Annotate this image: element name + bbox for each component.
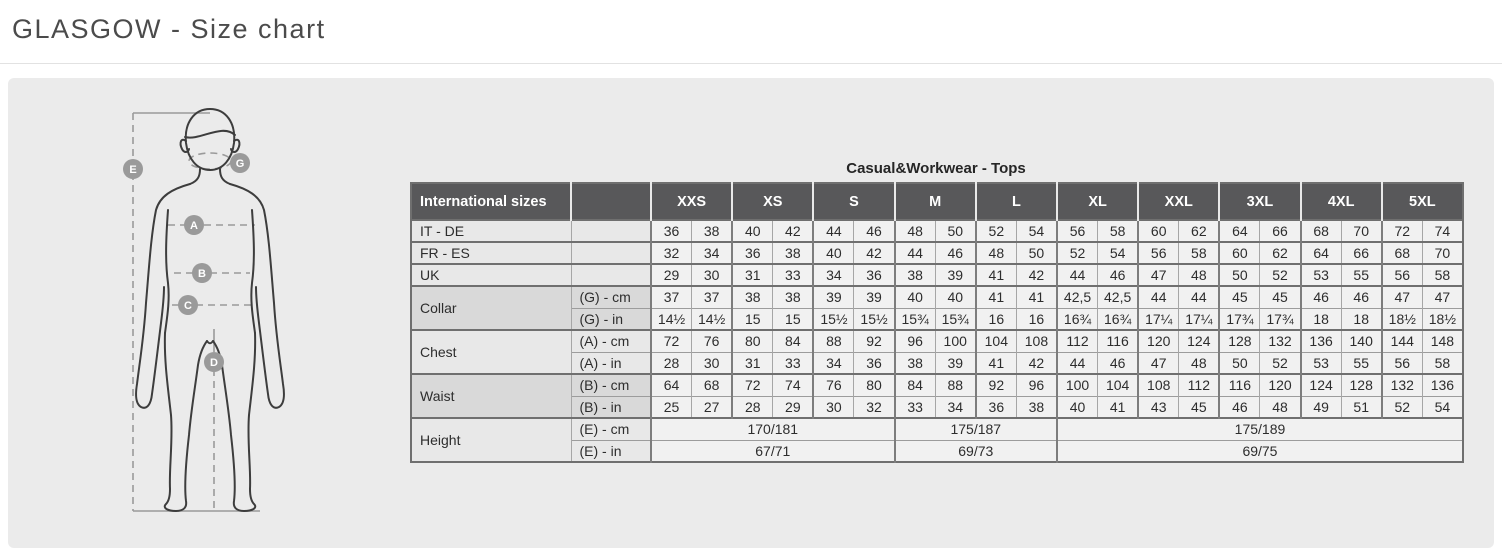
size-cell: 42 <box>1016 264 1057 286</box>
size-cell: 108 <box>1138 374 1179 396</box>
size-cell: 30 <box>692 264 733 286</box>
unit-label <box>571 264 651 286</box>
row-label: Chest <box>411 330 571 374</box>
size-cell: 34 <box>692 242 733 264</box>
size-cell: 46 <box>1301 286 1342 308</box>
size-cell: 41 <box>1098 396 1139 418</box>
size-cell: 38 <box>773 242 814 264</box>
torso-left <box>165 210 169 333</box>
size-cell: 40 <box>895 286 936 308</box>
size-cell: 53 <box>1301 352 1342 374</box>
size-cell: 42,5 <box>1098 286 1139 308</box>
size-cell: 29 <box>651 264 692 286</box>
size-cell: 39 <box>935 352 976 374</box>
unit-label: (E) - in <box>571 440 651 462</box>
size-cell: 104 <box>1098 374 1139 396</box>
size-cell: 38 <box>773 286 814 308</box>
size-cell: 92 <box>854 330 895 352</box>
size-cell: 36 <box>732 242 773 264</box>
size-cell: 69/75 <box>1057 440 1463 462</box>
size-cell: 70 <box>1341 220 1382 242</box>
size-cell: 32 <box>651 242 692 264</box>
unit-label: (B) - in <box>571 396 651 418</box>
size-cell: 54 <box>1016 220 1057 242</box>
unit-label <box>571 220 651 242</box>
size-cell: 69/73 <box>895 440 1057 462</box>
size-cell: 50 <box>1016 242 1057 264</box>
row-label: Collar <box>411 286 571 330</box>
size-cell: 15¾ <box>935 308 976 330</box>
marker-a-label: A <box>190 220 198 232</box>
size-cell: 56 <box>1382 352 1423 374</box>
table-row <box>411 374 1463 396</box>
size-cell: 40 <box>813 242 854 264</box>
neck-right <box>220 169 230 184</box>
size-cell: 42 <box>773 220 814 242</box>
size-cell: 58 <box>1179 242 1220 264</box>
table-title: Casual&Workwear - Tops <box>846 160 1026 177</box>
size-cell: 67/71 <box>651 440 895 462</box>
size-cell: 28 <box>651 352 692 374</box>
size-cell: 15¾ <box>895 308 936 330</box>
table-header-international-sizes: International sizes <box>411 183 571 220</box>
size-cell: 16 <box>1016 308 1057 330</box>
size-cell: 16 <box>976 308 1017 330</box>
right-ear <box>231 140 239 152</box>
size-cell: 52 <box>1057 242 1098 264</box>
size-cell: 38 <box>732 286 773 308</box>
size-cell: 144 <box>1382 330 1423 352</box>
size-cell: 18 <box>1341 308 1382 330</box>
size-cell: 38 <box>895 264 936 286</box>
size-cell: 52 <box>1382 396 1423 418</box>
size-cell: 42 <box>1016 352 1057 374</box>
table-row <box>411 418 1463 440</box>
size-cell: 36 <box>854 352 895 374</box>
size-cell: 48 <box>895 220 936 242</box>
size-cell: 76 <box>813 374 854 396</box>
size-cell: 32 <box>854 396 895 418</box>
size-cell: 50 <box>1219 352 1260 374</box>
size-cell: 170/181 <box>651 418 895 440</box>
size-cell: 116 <box>1098 330 1139 352</box>
size-column-header: XXL <box>1138 183 1219 220</box>
size-cell: 17¼ <box>1179 308 1220 330</box>
size-cell: 51 <box>1341 396 1382 418</box>
size-cell: 100 <box>1057 374 1098 396</box>
size-cell: 104 <box>976 330 1017 352</box>
size-cell: 46 <box>935 242 976 264</box>
size-cell: 41 <box>976 264 1017 286</box>
size-cell: 55 <box>1341 352 1382 374</box>
size-cell: 31 <box>732 264 773 286</box>
unit-label: (G) - in <box>571 308 651 330</box>
size-cell: 45 <box>1219 286 1260 308</box>
size-cell: 18½ <box>1382 308 1423 330</box>
page-header <box>0 0 1502 64</box>
size-column-header: 3XL <box>1219 183 1300 220</box>
size-cell: 120 <box>1138 330 1179 352</box>
size-cell: 76 <box>692 330 733 352</box>
size-cell: 33 <box>773 352 814 374</box>
left-leg <box>165 333 207 511</box>
size-cell: 84 <box>895 374 936 396</box>
page-title: GLASGOW - Size chart <box>12 14 326 44</box>
size-cell: 54 <box>1422 396 1463 418</box>
size-cell: 74 <box>1422 220 1463 242</box>
size-cell: 52 <box>1260 352 1301 374</box>
size-cell: 39 <box>935 264 976 286</box>
size-cell: 17¾ <box>1219 308 1260 330</box>
size-cell: 50 <box>1219 264 1260 286</box>
hair-line <box>185 131 235 138</box>
size-cell: 45 <box>1260 286 1301 308</box>
size-cell: 88 <box>813 330 854 352</box>
size-cell: 56 <box>1057 220 1098 242</box>
size-cell: 48 <box>1260 396 1301 418</box>
size-column-header: XL <box>1057 183 1138 220</box>
size-cell: 42 <box>854 242 895 264</box>
size-cell: 30 <box>813 396 854 418</box>
size-cell: 18½ <box>1422 308 1463 330</box>
marker-e-label: E <box>129 164 137 176</box>
size-cell: 46 <box>1341 286 1382 308</box>
marker-b-label: B <box>198 268 206 280</box>
size-cell: 132 <box>1260 330 1301 352</box>
size-cell: 45 <box>1179 396 1220 418</box>
size-cell: 38 <box>895 352 936 374</box>
size-cell: 66 <box>1260 220 1301 242</box>
size-cell: 33 <box>773 264 814 286</box>
size-cell: 148 <box>1422 330 1463 352</box>
size-cell: 108 <box>1016 330 1057 352</box>
size-cell: 140 <box>1341 330 1382 352</box>
size-table <box>410 182 1464 463</box>
size-cell: 52 <box>1260 264 1301 286</box>
size-cell: 41 <box>976 352 1017 374</box>
size-cell: 46 <box>1098 352 1139 374</box>
size-cell: 68 <box>692 374 733 396</box>
size-cell: 53 <box>1301 264 1342 286</box>
size-cell: 54 <box>1098 242 1139 264</box>
size-cell: 116 <box>1219 374 1260 396</box>
size-cell: 72 <box>651 330 692 352</box>
size-cell: 36 <box>976 396 1017 418</box>
size-cell: 84 <box>773 330 814 352</box>
size-cell: 36 <box>651 220 692 242</box>
size-cell: 16¾ <box>1057 308 1098 330</box>
size-cell: 46 <box>1219 396 1260 418</box>
marker-g-label: G <box>235 158 245 170</box>
size-cell: 41 <box>1016 286 1057 308</box>
size-chart-panel <box>8 78 1494 548</box>
unit-label: (E) - cm <box>571 418 651 440</box>
size-cell: 17¼ <box>1138 308 1179 330</box>
body-figure-svg <box>110 93 310 554</box>
size-cell: 47 <box>1382 286 1423 308</box>
size-column-header: 4XL <box>1301 183 1382 220</box>
collar-line <box>189 153 231 169</box>
row-label: IT - DE <box>411 220 571 242</box>
size-column-header: S <box>813 183 894 220</box>
unit-label: (G) - cm <box>571 286 651 308</box>
size-cell: 39 <box>813 286 854 308</box>
size-cell: 175/189 <box>1057 418 1463 440</box>
size-cell: 38 <box>692 220 733 242</box>
size-cell: 52 <box>976 220 1017 242</box>
size-cell: 48 <box>1179 352 1220 374</box>
size-cell: 15 <box>732 308 773 330</box>
size-cell: 72 <box>732 374 773 396</box>
size-cell: 14½ <box>651 308 692 330</box>
size-cell: 47 <box>1422 286 1463 308</box>
unit-label: (B) - cm <box>571 374 651 396</box>
unit-label: (A) - in <box>571 352 651 374</box>
crotch-line <box>207 341 213 343</box>
size-cell: 44 <box>1057 352 1098 374</box>
size-cell: 44 <box>895 242 936 264</box>
size-cell: 92 <box>976 374 1017 396</box>
size-cell: 18 <box>1301 308 1342 330</box>
size-cell: 66 <box>1341 242 1382 264</box>
size-cell: 27 <box>692 396 733 418</box>
left-arm <box>136 184 190 408</box>
size-cell: 136 <box>1301 330 1342 352</box>
right-arm <box>230 184 284 408</box>
size-cell: 64 <box>1219 220 1260 242</box>
size-cell: 55 <box>1341 264 1382 286</box>
size-cell: 44 <box>813 220 854 242</box>
size-column-header: M <box>895 183 976 220</box>
size-cell: 38 <box>1016 396 1057 418</box>
size-cell: 28 <box>732 396 773 418</box>
size-cell: 128 <box>1219 330 1260 352</box>
row-label: Height <box>411 418 571 462</box>
size-cell: 72 <box>1382 220 1423 242</box>
row-label: Waist <box>411 374 571 418</box>
size-cell: 74 <box>773 374 814 396</box>
size-cell: 37 <box>651 286 692 308</box>
size-cell: 68 <box>1301 220 1342 242</box>
size-cell: 132 <box>1382 374 1423 396</box>
size-cell: 124 <box>1301 374 1342 396</box>
size-cell: 36 <box>854 264 895 286</box>
size-cell: 15½ <box>854 308 895 330</box>
size-cell: 16¾ <box>1098 308 1139 330</box>
size-cell: 43 <box>1138 396 1179 418</box>
size-cell: 96 <box>895 330 936 352</box>
row-label: FR - ES <box>411 242 571 264</box>
table-row <box>411 242 1463 264</box>
torso-right <box>251 210 255 333</box>
size-cell: 37 <box>692 286 733 308</box>
size-cell: 15 <box>773 308 814 330</box>
size-cell: 40 <box>1057 396 1098 418</box>
table-row <box>411 264 1463 286</box>
size-cell: 68 <box>1382 242 1423 264</box>
body-measurement-figure <box>110 93 310 554</box>
size-cell: 44 <box>1138 286 1179 308</box>
size-cell: 47 <box>1138 352 1179 374</box>
size-cell: 30 <box>692 352 733 374</box>
size-table-section <box>410 160 1462 463</box>
table-row <box>411 330 1463 352</box>
table-header-empty <box>571 183 651 220</box>
size-cell: 46 <box>854 220 895 242</box>
size-cell: 15½ <box>813 308 854 330</box>
size-cell: 34 <box>813 264 854 286</box>
size-cell: 48 <box>1179 264 1220 286</box>
size-cell: 80 <box>854 374 895 396</box>
size-cell: 62 <box>1179 220 1220 242</box>
size-cell: 14½ <box>692 308 733 330</box>
head-outline <box>186 109 235 170</box>
size-cell: 120 <box>1260 374 1301 396</box>
size-cell: 39 <box>854 286 895 308</box>
size-cell: 96 <box>1016 374 1057 396</box>
size-cell: 175/187 <box>895 418 1057 440</box>
size-cell: 136 <box>1422 374 1463 396</box>
size-cell: 17¾ <box>1260 308 1301 330</box>
size-cell: 34 <box>813 352 854 374</box>
size-cell: 44 <box>1179 286 1220 308</box>
neck-left <box>190 169 200 184</box>
size-cell: 64 <box>651 374 692 396</box>
size-cell: 64 <box>1301 242 1342 264</box>
size-cell: 124 <box>1179 330 1220 352</box>
size-cell: 33 <box>895 396 936 418</box>
size-cell: 47 <box>1138 264 1179 286</box>
size-column-header: L <box>976 183 1057 220</box>
size-cell: 29 <box>773 396 814 418</box>
size-cell: 31 <box>732 352 773 374</box>
size-cell: 56 <box>1138 242 1179 264</box>
size-cell: 60 <box>1219 242 1260 264</box>
size-cell: 62 <box>1260 242 1301 264</box>
size-cell: 80 <box>732 330 773 352</box>
size-cell: 42,5 <box>1057 286 1098 308</box>
body-outline <box>136 109 284 511</box>
size-cell: 48 <box>976 242 1017 264</box>
size-cell: 40 <box>732 220 773 242</box>
size-cell: 34 <box>935 396 976 418</box>
size-cell: 25 <box>651 396 692 418</box>
size-cell: 100 <box>935 330 976 352</box>
row-label: UK <box>411 264 571 286</box>
size-cell: 50 <box>935 220 976 242</box>
size-cell: 41 <box>976 286 1017 308</box>
size-cell: 88 <box>935 374 976 396</box>
size-cell: 58 <box>1422 264 1463 286</box>
unit-label: (A) - cm <box>571 330 651 352</box>
size-cell: 112 <box>1179 374 1220 396</box>
size-cell: 40 <box>935 286 976 308</box>
unit-label <box>571 242 651 264</box>
size-cell: 128 <box>1341 374 1382 396</box>
size-column-header: 5XL <box>1382 183 1463 220</box>
marker-c-label: C <box>184 300 192 312</box>
size-cell: 56 <box>1382 264 1423 286</box>
size-cell: 70 <box>1422 242 1463 264</box>
size-cell: 58 <box>1422 352 1463 374</box>
size-cell: 44 <box>1057 264 1098 286</box>
table-row <box>411 286 1463 308</box>
table-row <box>411 220 1463 242</box>
left-ear <box>181 140 189 152</box>
size-cell: 112 <box>1057 330 1098 352</box>
size-column-header: XXS <box>651 183 732 220</box>
size-cell: 49 <box>1301 396 1342 418</box>
marker-d-label: D <box>210 357 218 369</box>
size-cell: 60 <box>1138 220 1179 242</box>
size-cell: 46 <box>1098 264 1139 286</box>
size-cell: 58 <box>1098 220 1139 242</box>
size-column-header: XS <box>732 183 813 220</box>
